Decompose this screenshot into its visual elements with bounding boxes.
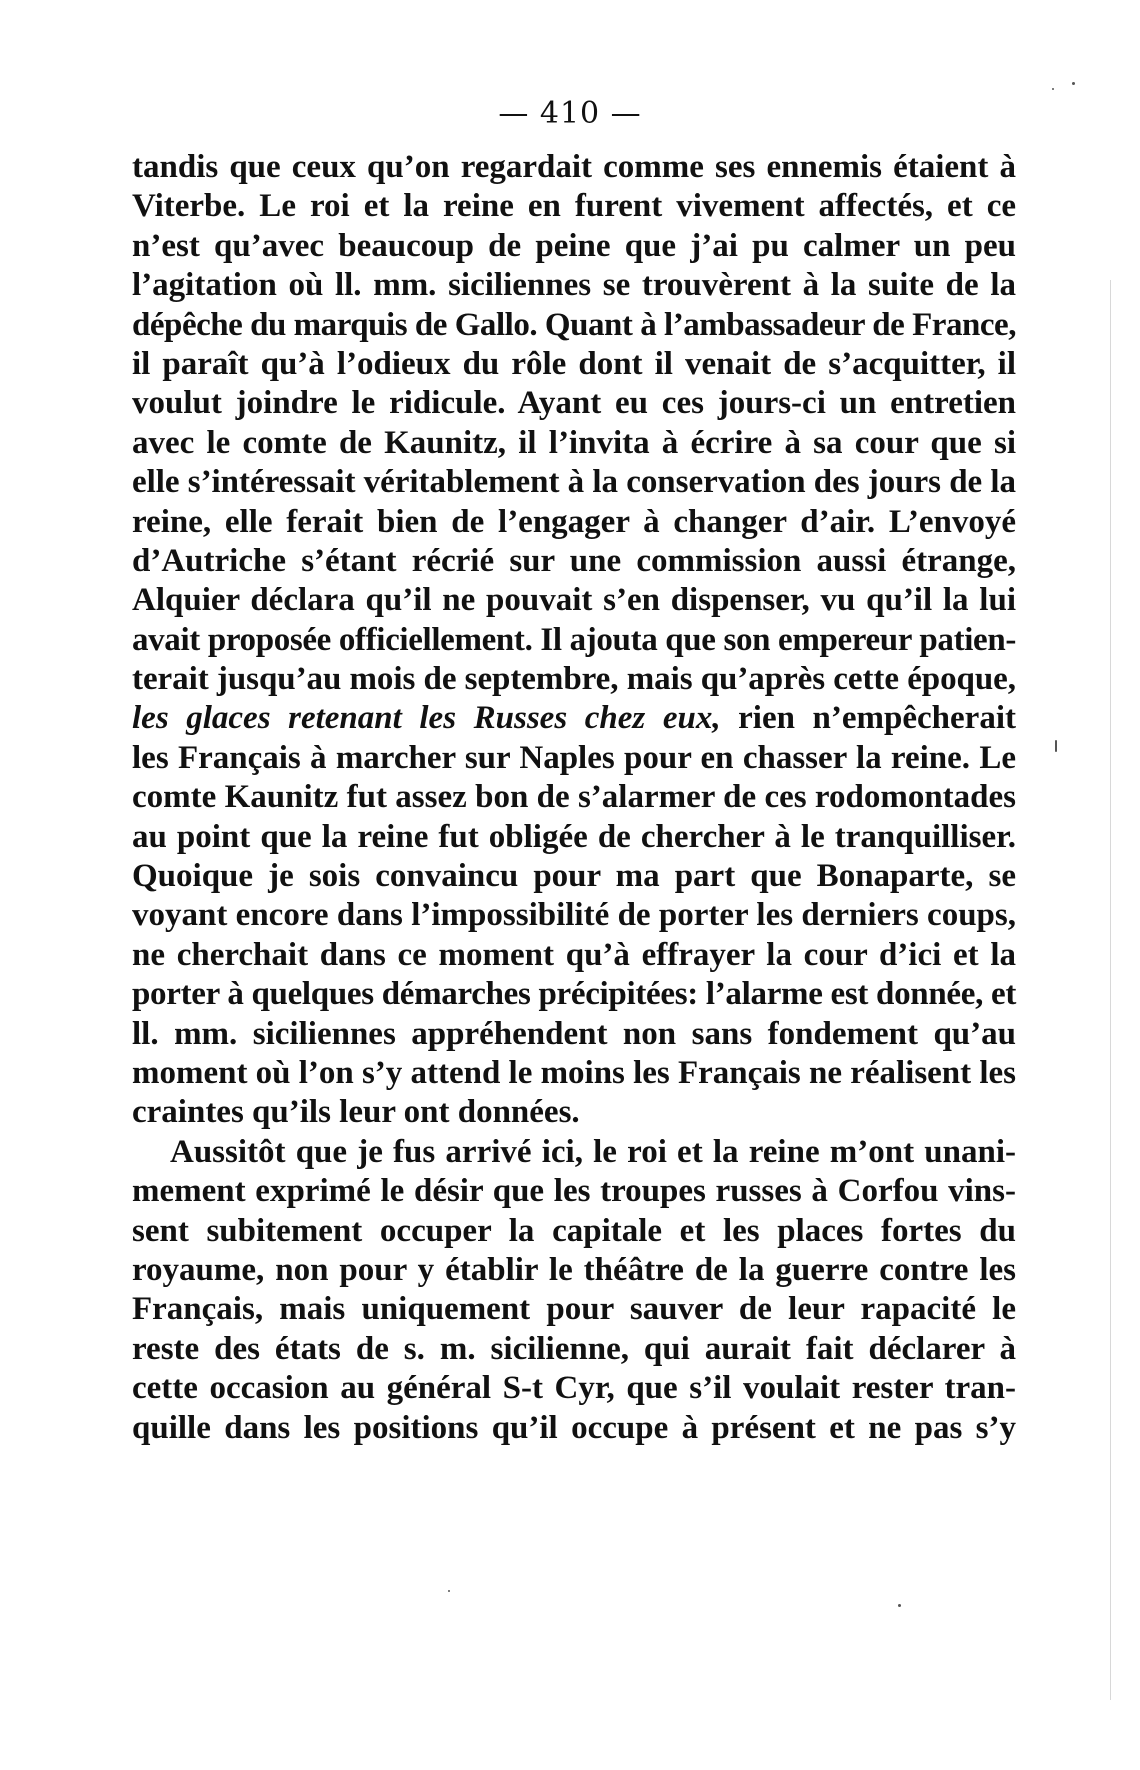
- text-line: craintes qu’ils leur ont données.: [132, 1094, 580, 1131]
- scan-speck: [448, 1590, 450, 1592]
- text-line: il paraît qu’à l’odieux du rôle dont il venait de s’acquitter, il: [132, 345, 1016, 382]
- text-line: dépêche du marquis de Gallo. Quant à l’ambassadeur de France,: [132, 306, 1016, 343]
- text-line: [132, 699, 1016, 738]
- text-line: reine, elle ferait bien de l’engager à changer d’air. L’envoyé: [132, 503, 1016, 540]
- italic-phrase: les glaces retenant les Russes chez eux,: [132, 700, 721, 737]
- body-text: [132, 148, 1016, 1448]
- text-line: avec le comte de Kaunitz, il l’invita à écrire à sa cour que si: [132, 424, 1016, 461]
- text-line: reste des états de s. m. sicilienne, qui aurait fait déclarer à: [132, 1330, 1016, 1367]
- text-line: d’Autriche s’étant récrié sur une commission aussi étrange,: [132, 542, 1016, 579]
- scan-speck: [1055, 740, 1057, 752]
- page-edge-shadow: [1110, 280, 1111, 1700]
- text-line: Français, mais uniquement pour sauver de leur rapacité le: [132, 1291, 1016, 1328]
- text-line: elle s’intéressait véritablement à la conservation des jours de la: [132, 464, 1016, 501]
- text-line: n’est qu’avec beaucoup de peine que j’ai pu calmer un peu: [132, 227, 1016, 264]
- text-line: Viterbe. Le roi et la reine en furent vivement affectés, et ce: [132, 188, 1016, 225]
- text-line-rest: rien n’empêcherait: [720, 700, 1016, 737]
- text-line: ne cherchait dans ce moment qu’à effrayer la cour d’ici et la: [132, 936, 1016, 973]
- text-line: terait jusqu’au mois de septembre, mais qu’après cette époque,: [132, 661, 1016, 698]
- text-line: tandis que ceux qu’on regardait comme ses ennemis étaient à: [132, 149, 1016, 185]
- page-number: — 410 —: [498, 96, 642, 131]
- text-line: au point que la reine fut obligée de chercher à le tranquilliser.: [132, 818, 1016, 855]
- text-line: porter à quelques démarches précipitées: l’alarme est donnée, et: [132, 976, 1016, 1013]
- text-line: Aussitôt que je fus arrivé ici, le roi et la reine m’ont unani-: [170, 1133, 1016, 1170]
- scan-speck: [898, 1604, 901, 1607]
- text-line: les Français à marcher sur Naples pour en chasser la reine. Le: [132, 739, 1016, 776]
- text-line: ll. mm. siciliennes appréhendent non sans fondement qu’au: [132, 1015, 1016, 1052]
- text-line: Alquier déclara qu’il ne pouvait s’en dispenser, vu qu’il la lui: [132, 582, 1016, 619]
- text-line: avait proposée officiellement. Il ajouta que son empereur patien-: [132, 621, 1016, 658]
- text-line: l’agitation où ll. mm. siciliennes se trouvèrent à la suite de la: [132, 267, 1016, 304]
- scan-speck: [1052, 88, 1054, 90]
- text-line: quille dans les positions qu’il occupe à présent et ne pas s’y: [132, 1409, 1016, 1446]
- text-line: sent subitement occuper la capitale et les places fortes du: [132, 1212, 1016, 1249]
- text-line: voulut joindre le ridicule. Ayant eu ces jours-ci un entretien: [132, 385, 1016, 422]
- text-line: mement exprimé le désir que les troupes russes à Corfou vins-: [132, 1173, 1016, 1210]
- text-line: voyant encore dans l’impossibilité de porter les derniers coups,: [132, 897, 1016, 934]
- text-line: Quoique je sois convaincu pour ma part que Bonaparte, se: [132, 858, 1016, 895]
- scan-speck: [1072, 82, 1075, 85]
- text-line: royaume, non pour y établir le théâtre de la guerre contre les: [132, 1251, 1016, 1288]
- text-line: comte Kaunitz fut assez bon de s’alarmer de ces rodomontades: [132, 779, 1016, 816]
- text-line: cette occasion au général S-t Cyr, que s’il voulait rester tran-: [132, 1370, 1016, 1407]
- text-line: moment où l’on s’y attend le moins les Français ne réalisent les: [132, 1054, 1016, 1091]
